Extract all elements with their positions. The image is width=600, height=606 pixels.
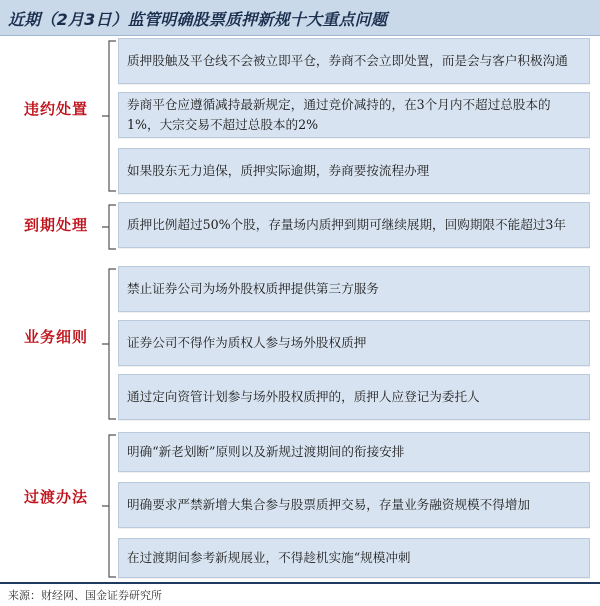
item-box xyxy=(118,38,590,84)
brace-icon xyxy=(100,268,118,420)
source-note: 来源：财经网、国金证券研究所 xyxy=(8,589,162,602)
brace-icon xyxy=(100,204,118,250)
item-text: 如果股东无力追保，质押实际逾期，券商要按流程办理 xyxy=(127,163,430,178)
item-text: 明确“新老划断”原则以及新规过渡期间的衔接安排 xyxy=(127,444,405,459)
item-box xyxy=(118,202,590,248)
item-text: 通过定向资管计划参与场外股权质押的，质押人应登记为委托人 xyxy=(127,389,480,404)
item-text: 质押比例超过50%个股，存量场内质押到期可继续展期，回购期限不能超过3年 xyxy=(127,217,567,232)
item-text: 禁止证券公司为场外股权质押提供第三方服务 xyxy=(127,281,379,296)
item-text: 明确要求严禁新增大集合参与股票质押交易，存量业务融资规模不得增加 xyxy=(127,497,530,512)
title-bar xyxy=(0,0,600,36)
category-label-business-rules: 业务细则 xyxy=(23,328,88,346)
footer-divider xyxy=(0,582,600,584)
brace-icon xyxy=(100,40,118,192)
item-text: 质押股触及平仓线不会被立即平仓，券商不会立即处置，而是会与客户积极沟通 xyxy=(127,53,568,68)
item-box xyxy=(118,266,590,312)
item-box xyxy=(118,482,590,528)
item-box xyxy=(118,148,590,194)
item-text: 在过渡期间参考新规展业，不得趁机实施“规模冲刺 xyxy=(127,550,411,565)
item-box xyxy=(118,92,590,138)
category-label-default-handling: 违约处置 xyxy=(23,100,88,118)
diagram-title: 近期（2月3日）监管明确股票质押新规十大重点问题 xyxy=(8,10,388,29)
item-box xyxy=(118,374,590,420)
item-text: 证券公司不得作为质权人参与场外股权质押 xyxy=(127,335,367,350)
category-label-maturity: 到期处理 xyxy=(23,216,88,234)
item-box xyxy=(118,538,590,578)
category-label-transition: 过渡办法 xyxy=(23,488,88,506)
item-box xyxy=(118,320,590,366)
item-box xyxy=(118,432,590,472)
diagram-content xyxy=(0,36,600,582)
brace-icon xyxy=(100,434,118,578)
item-text: 券商平仓应遵循减持最新规定，通过竞价减持的，在3个月内不超过总股本的1%，大宗交易不超过总股本的2% xyxy=(127,97,551,132)
